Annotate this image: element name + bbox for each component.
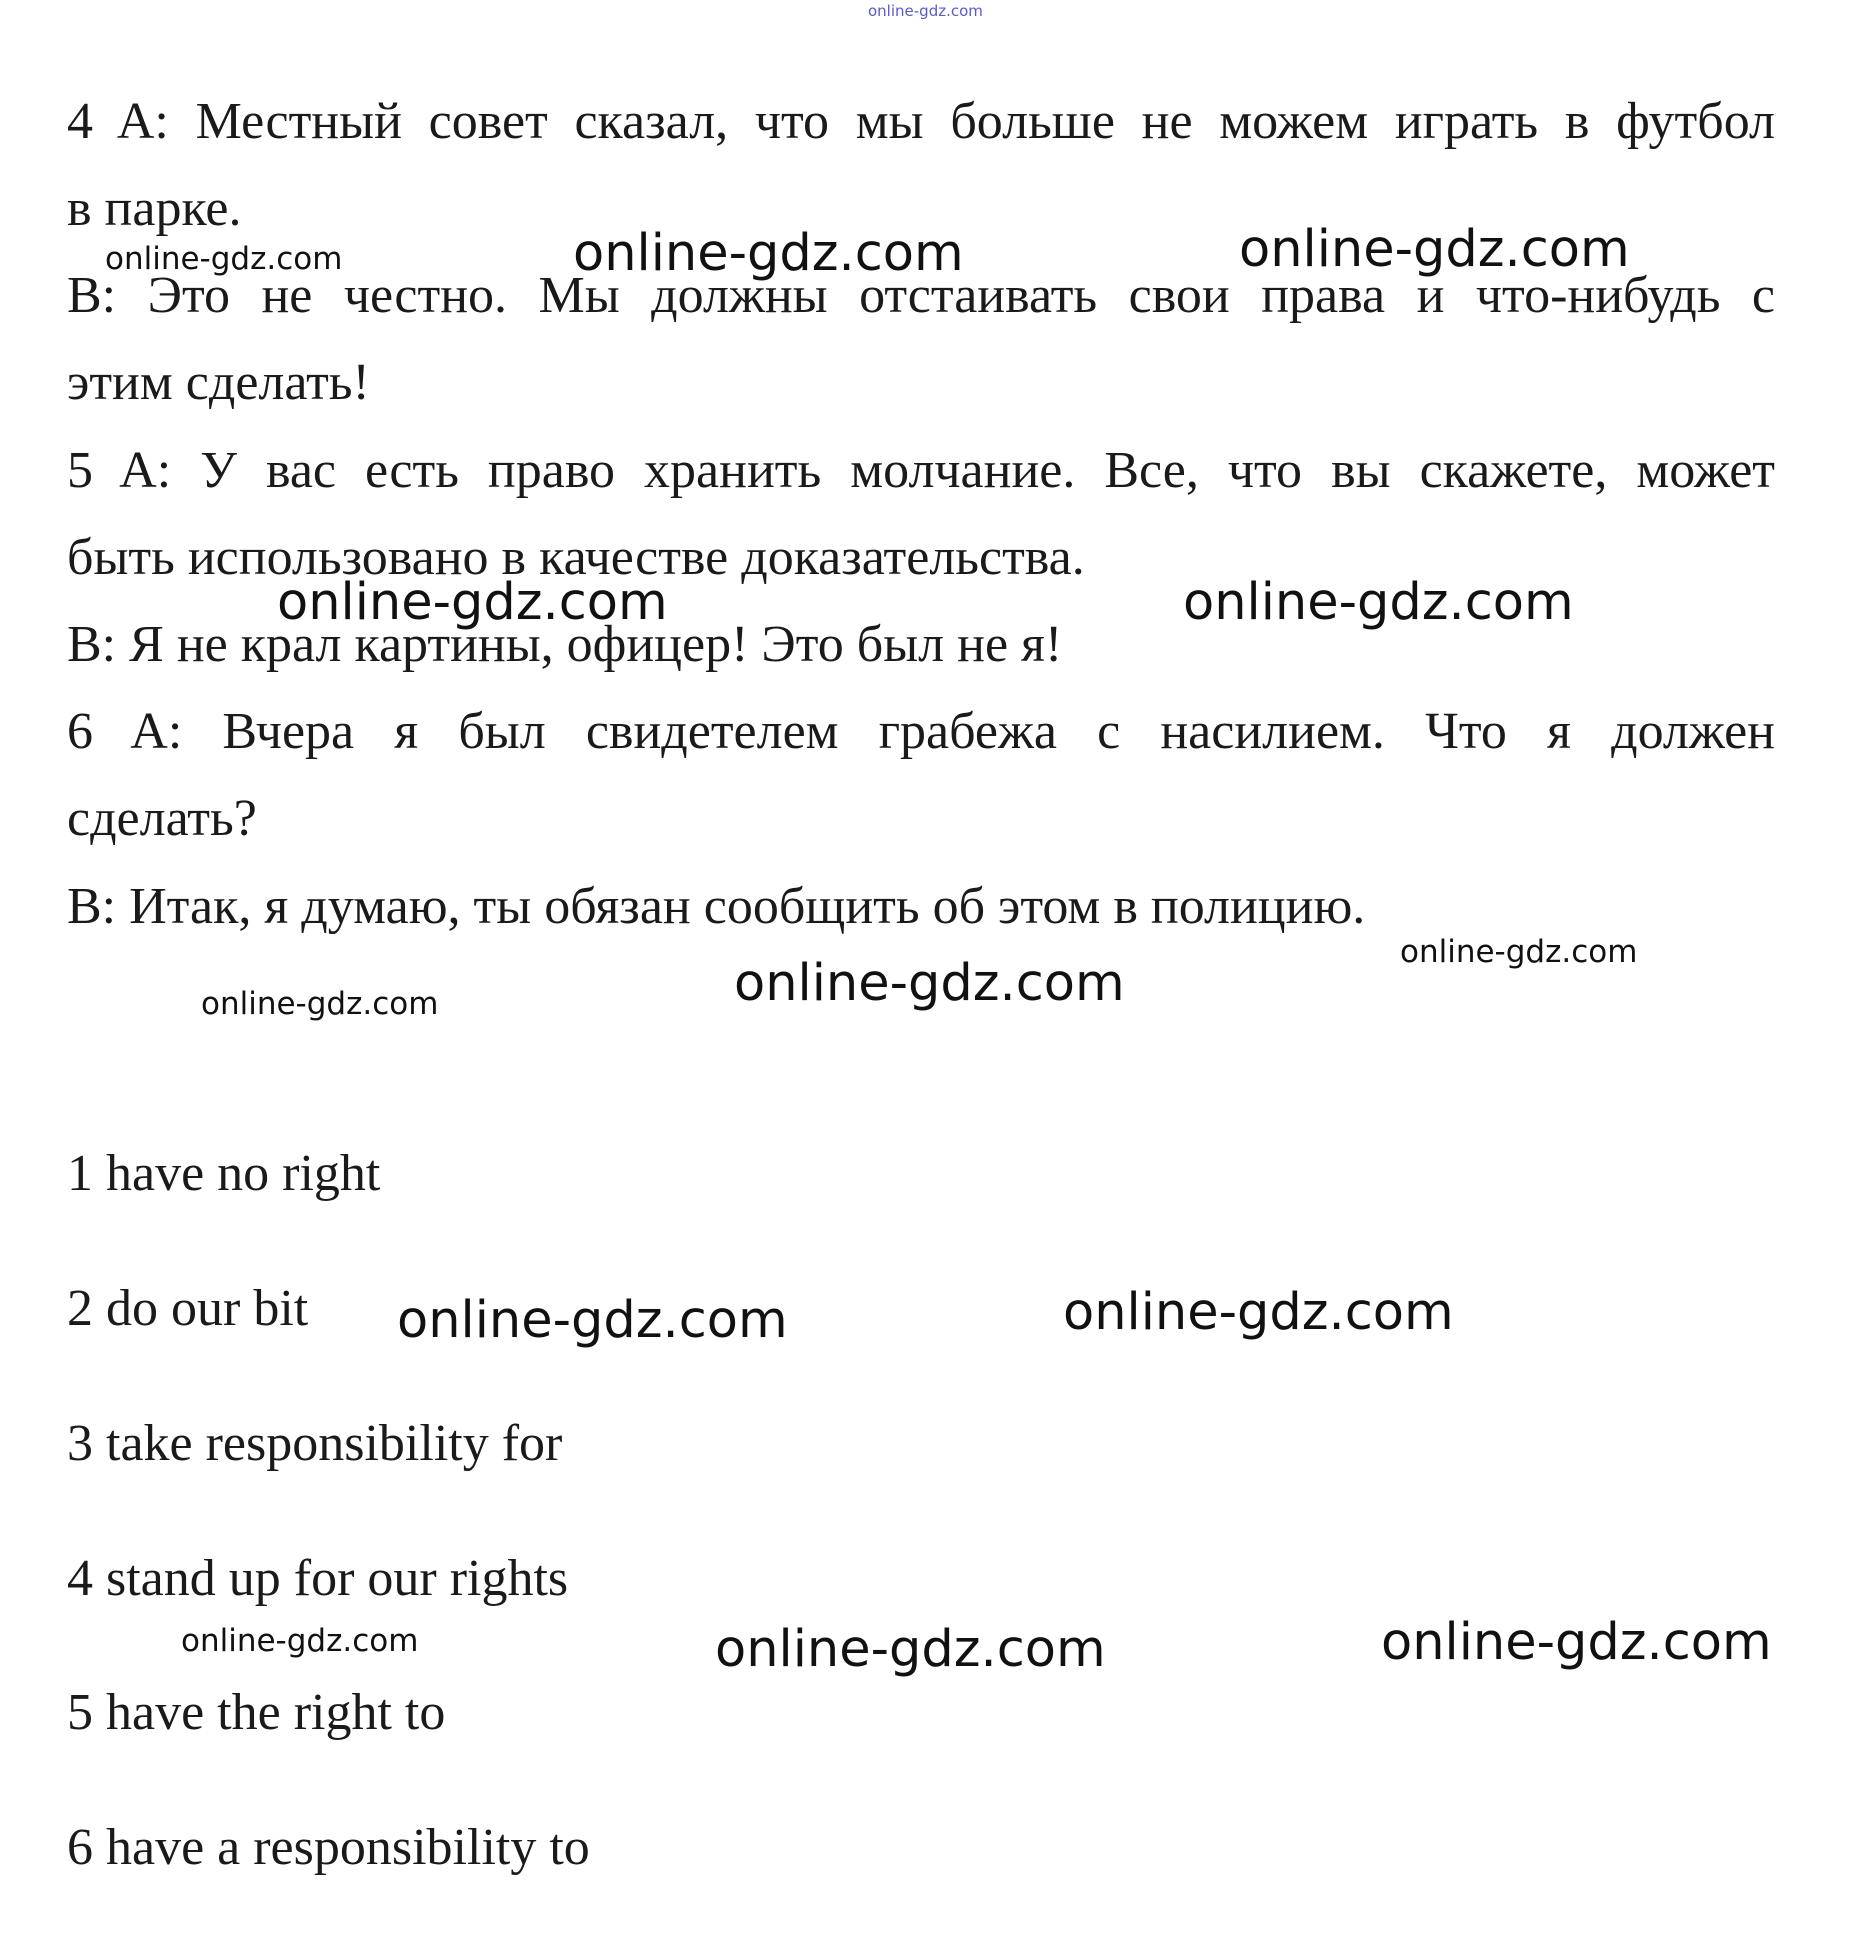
header-watermark: online-gdz.com	[868, 2, 983, 20]
answer-item: 5 have the right to	[67, 1684, 446, 1741]
watermark: online-gdz.com	[1400, 934, 1638, 970]
dialogue-5-a-line-1: 5 A: У вас есть право хранить молчание. Все, что вы скажете, может	[67, 442, 1775, 499]
answer-item: 2 do our bit	[67, 1280, 309, 1337]
dialogue-5-b-line-1: B: Я не крал картины, офицер! Это был не я!	[67, 616, 1063, 673]
answer-item: 4 stand up for our rights	[67, 1550, 569, 1607]
watermark: online-gdz.com	[181, 1623, 419, 1659]
watermark: online-gdz.com	[734, 954, 1125, 1013]
answer-item: 6 have a responsibility to	[67, 1819, 590, 1876]
watermark: online-gdz.com	[105, 241, 343, 277]
dialogue-4-a-line-2: в парке.	[67, 180, 242, 237]
dialogue-6-b-line-1: B: Итак, я думаю, ты обязан сообщить об этом в полицию.	[67, 878, 1366, 935]
watermark: online-gdz.com	[1183, 573, 1574, 632]
dialogue-6-a-line-1: 6 A: Вчера я был свидетелем грабежа с насилием. Что я должен	[67, 703, 1775, 760]
dialogue-4-b-line-2: этим сделать!	[67, 354, 370, 411]
answer-item: 1 have no right	[67, 1145, 381, 1202]
dialogue-4-a-line-1: 4 A: Местный совет сказал, что мы больше не можем играть в футбол	[67, 93, 1775, 150]
dialogue-5-a-line-2: быть использовано в качестве доказательства.	[67, 529, 1085, 586]
watermark: online-gdz.com	[1239, 220, 1630, 279]
watermark: online-gdz.com	[1063, 1283, 1454, 1342]
answer-item: 3 take responsibility for	[67, 1415, 563, 1472]
dialogue-6-a-line-2: сделать?	[67, 790, 257, 847]
watermark: online-gdz.com	[1381, 1613, 1772, 1672]
watermark: online-gdz.com	[573, 224, 964, 283]
watermark: online-gdz.com	[277, 573, 668, 632]
dialogue-4-b-line-1: B: Это не честно. Мы должны отстаивать свои права и что-нибудь с	[67, 267, 1775, 324]
watermark: online-gdz.com	[397, 1291, 788, 1350]
watermark: online-gdz.com	[201, 986, 439, 1022]
watermark: online-gdz.com	[715, 1620, 1106, 1679]
